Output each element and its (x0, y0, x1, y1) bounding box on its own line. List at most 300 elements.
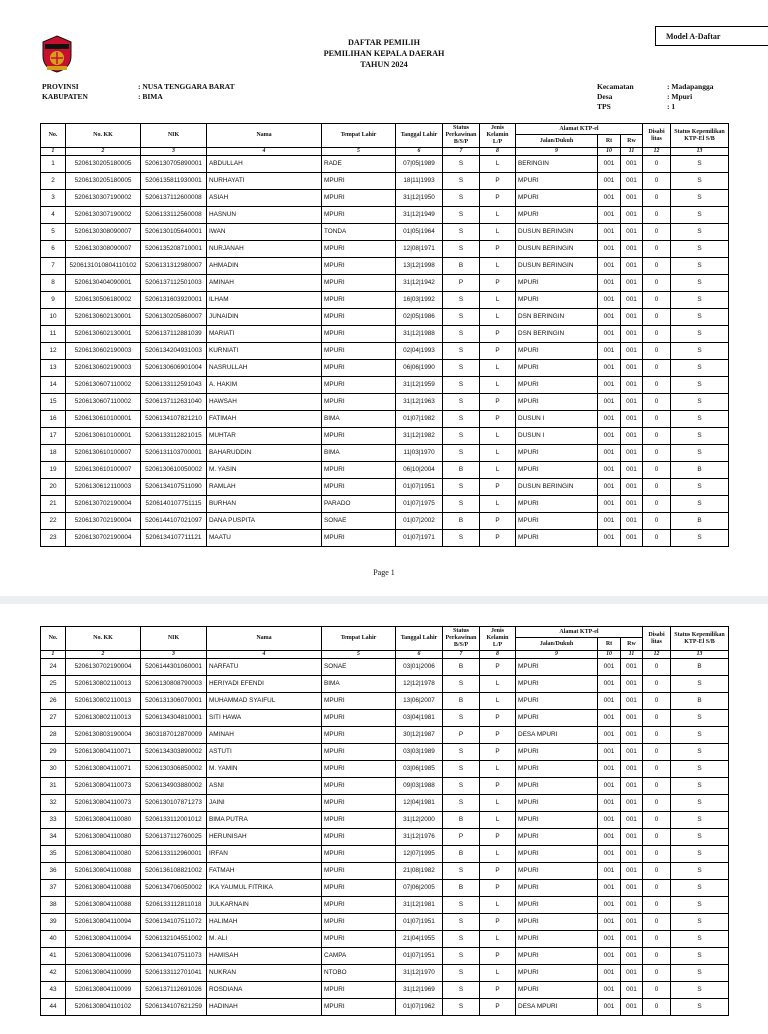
cell-rt: 001 (598, 778, 621, 795)
cell-jenis-kelamin: P (480, 829, 516, 846)
cell-rt: 001 (598, 275, 621, 292)
cell-no-kk: 5206130804110088 (66, 863, 141, 880)
cell-jenis-kelamin: L (480, 360, 516, 377)
cell-no-kk: 5206130804110088 (66, 880, 141, 897)
cell-jalan-dukuh: MPURI (516, 795, 598, 812)
cell-no-kk: 5206131010804110102 (66, 258, 141, 275)
cell-no-kk: 5206130802110013 (66, 693, 141, 710)
table-row (41, 795, 729, 812)
title-line-1: DAFTAR PEMILIH (348, 38, 420, 47)
cell-tanggal-lahir: 12|12|1978 (396, 676, 443, 693)
cell-rt: 001 (598, 479, 621, 496)
cell-disabilitas: 0 (643, 513, 671, 530)
cell-rt: 001 (598, 513, 621, 530)
cell-status-ktp: S (671, 710, 729, 727)
cell-tempat-lahir: CAMPA (322, 948, 396, 965)
cell-no: 11 (41, 326, 66, 343)
cell-no-kk: 5206130602190003 (66, 360, 141, 377)
cell-no-kk: 5206130804110099 (66, 965, 141, 982)
cell-tanggal-lahir: 09|03|1988 (396, 778, 443, 795)
cell-disabilitas: 0 (643, 829, 671, 846)
cell-jalan-dukuh: DUSUN BERINGIN (516, 258, 598, 275)
info-provinsi (42, 82, 235, 92)
cell-tempat-lahir: MPURI (322, 778, 396, 795)
region-info-left (42, 82, 235, 102)
cell-rw: 001 (621, 727, 643, 744)
cell-tempat-lahir: MPURI (322, 846, 396, 863)
cell-rt: 001 (598, 360, 621, 377)
cell-no-kk: 5206130205180005 (66, 156, 141, 173)
cell-status-perkawinan: S (443, 207, 480, 224)
cell-status-perkawinan: S (443, 292, 480, 309)
cell-no: 1 (41, 156, 66, 173)
cell-nik: 5206137112881039 (141, 326, 207, 343)
cell-no: 18 (41, 445, 66, 462)
table-row (41, 411, 729, 428)
cell-no-kk: 5206130802110013 (66, 676, 141, 693)
cell-nik: 5206134304810001 (141, 710, 207, 727)
cell-rt: 001 (598, 795, 621, 812)
cell-no: 40 (41, 931, 66, 948)
cell-tempat-lahir: SONAE (322, 659, 396, 676)
cell-jenis-kelamin: P (480, 190, 516, 207)
cell-rw: 001 (621, 965, 643, 982)
cell-status-ktp: S (671, 275, 729, 292)
cell-rt: 001 (598, 880, 621, 897)
cell-rt: 001 (598, 411, 621, 428)
cell-no-kk: 5206130702190004 (66, 659, 141, 676)
table-row (41, 513, 729, 530)
cell-no: 30 (41, 761, 66, 778)
cell-status-perkawinan: S (443, 982, 480, 999)
table-row (41, 292, 729, 309)
column-index-row (41, 651, 729, 659)
table-row (41, 496, 729, 513)
cell-nik: 5206136108821002 (141, 863, 207, 880)
cell-nik: 5206133112811018 (141, 897, 207, 914)
cell-status-ktp: B (671, 513, 729, 530)
table-row (41, 829, 729, 846)
cell-disabilitas: 0 (643, 343, 671, 360)
cell-nama: NARFATU (207, 659, 322, 676)
cell-status-ktp: S (671, 931, 729, 948)
cell-nama: HAMISAH (207, 948, 322, 965)
cell-rw: 001 (621, 710, 643, 727)
cell-rt: 001 (598, 914, 621, 931)
cell-jalan-dukuh: MPURI (516, 513, 598, 530)
cell-no-kk: 5206130602190003 (66, 343, 141, 360)
info-label: Kecamatan (597, 82, 634, 91)
cell-nama: KURNIATI (207, 343, 322, 360)
cell-disabilitas: 0 (643, 727, 671, 744)
col-header-alamat: Alamat KTP-el (516, 627, 643, 638)
cell-disabilitas: 0 (643, 710, 671, 727)
cell-jalan-dukuh: MPURI (516, 676, 598, 693)
cell-status-ktp: S (671, 727, 729, 744)
cell-tanggal-lahir: 31|12|1942 (396, 275, 443, 292)
column-index: 12 (643, 148, 671, 156)
cell-tanggal-lahir: 31|12|1970 (396, 965, 443, 982)
col-header-nama: Nama (207, 627, 322, 651)
cell-status-ktp: S (671, 530, 729, 547)
cell-nik: 5206134107511072 (141, 914, 207, 931)
column-index: 9 (516, 148, 598, 156)
table-row (41, 914, 729, 931)
cell-tempat-lahir: MPURI (322, 795, 396, 812)
cell-rw: 001 (621, 496, 643, 513)
cell-disabilitas: 0 (643, 173, 671, 190)
cell-tempat-lahir: MPURI (322, 343, 396, 360)
info-label: Desa (597, 92, 613, 101)
cell-jenis-kelamin: L (480, 812, 516, 829)
cell-status-perkawinan: S (443, 343, 480, 360)
cell-nama: ROSDIANA (207, 982, 322, 999)
col-header-rw: Rw (621, 135, 643, 148)
cell-disabilitas: 0 (643, 914, 671, 931)
column-index: 11 (621, 148, 643, 156)
cell-tempat-lahir: MPURI (322, 309, 396, 326)
cell-status-perkawinan: P (443, 275, 480, 292)
cell-nama: AMINAH (207, 727, 322, 744)
cell-no-kk: 5206130804110071 (66, 761, 141, 778)
cell-status-ktp: S (671, 676, 729, 693)
column-index: 7 (443, 148, 480, 156)
cell-no-kk: 5206130610100001 (66, 411, 141, 428)
cell-jenis-kelamin: L (480, 846, 516, 863)
cell-rw: 001 (621, 761, 643, 778)
cell-jalan-dukuh: DUSUN BERINGIN (516, 241, 598, 258)
cell-tempat-lahir: MPURI (322, 744, 396, 761)
cell-rw: 001 (621, 360, 643, 377)
cell-no: 42 (41, 965, 66, 982)
cell-jalan-dukuh: MPURI (516, 275, 598, 292)
cell-rt: 001 (598, 190, 621, 207)
cell-disabilitas: 0 (643, 445, 671, 462)
cell-status-perkawinan: S (443, 761, 480, 778)
cell-nama: IRFAN (207, 846, 322, 863)
cell-status-perkawinan: S (443, 676, 480, 693)
cell-jenis-kelamin: P (480, 326, 516, 343)
cell-rw: 001 (621, 676, 643, 693)
cell-disabilitas: 0 (643, 309, 671, 326)
cell-nama: AMINAH (207, 275, 322, 292)
cell-no: 22 (41, 513, 66, 530)
table-row (41, 676, 729, 693)
cell-nik: 5206132104551002 (141, 931, 207, 948)
cell-nama: BURHAN (207, 496, 322, 513)
cell-rw: 001 (621, 795, 643, 812)
cell-jenis-kelamin: P (480, 394, 516, 411)
cell-status-perkawinan: B (443, 258, 480, 275)
cell-status-ktp: S (671, 292, 729, 309)
cell-tanggal-lahir: 12|04|1981 (396, 795, 443, 812)
cell-nama: FATIMAH (207, 411, 322, 428)
table-row (41, 999, 729, 1016)
cell-tempat-lahir: BIMA (322, 445, 396, 462)
cell-no-kk: 5206130804110096 (66, 948, 141, 965)
table-row (41, 190, 729, 207)
col-header-jenis-kelamin: Jenis Kelamin L/P (480, 627, 516, 651)
info-kecamatan (597, 82, 713, 92)
cell-rw: 001 (621, 659, 643, 676)
cell-nama: ASIAH (207, 190, 322, 207)
cell-no: 37 (41, 880, 66, 897)
cell-tanggal-lahir: 01|07|1951 (396, 914, 443, 931)
cell-jalan-dukuh: MPURI (516, 897, 598, 914)
cell-disabilitas: 0 (643, 241, 671, 258)
table-row (41, 479, 729, 496)
cell-tempat-lahir: MPURI (322, 761, 396, 778)
cell-status-ktp: S (671, 965, 729, 982)
cell-rt: 001 (598, 428, 621, 445)
cell-disabilitas: 0 (643, 258, 671, 275)
cell-disabilitas: 0 (643, 411, 671, 428)
cell-no-kk: 5206130804110071 (66, 744, 141, 761)
cell-disabilitas: 0 (643, 897, 671, 914)
table-row (41, 224, 729, 241)
cell-status-ktp: S (671, 207, 729, 224)
table-row (41, 897, 729, 914)
cell-jenis-kelamin: L (480, 377, 516, 394)
cell-jalan-dukuh: MPURI (516, 173, 598, 190)
cell-rt: 001 (598, 846, 621, 863)
cell-no: 44 (41, 999, 66, 1016)
cell-jalan-dukuh: MPURI (516, 846, 598, 863)
cell-nik: 5206137112501003 (141, 275, 207, 292)
cell-rt: 001 (598, 173, 621, 190)
cell-status-perkawinan: S (443, 224, 480, 241)
cell-no: 32 (41, 795, 66, 812)
cell-jalan-dukuh: MPURI (516, 207, 598, 224)
cell-jalan-dukuh: MPURI (516, 445, 598, 462)
cell-rt: 001 (598, 394, 621, 411)
cell-jalan-dukuh: MPURI (516, 880, 598, 897)
cell-tempat-lahir: MPURI (322, 863, 396, 880)
table-row (41, 659, 729, 676)
cell-rt: 001 (598, 710, 621, 727)
cell-nik: 5206144107021097 (141, 513, 207, 530)
cell-status-ktp: S (671, 846, 729, 863)
table-row (41, 360, 729, 377)
cell-jalan-dukuh: MPURI (516, 812, 598, 829)
column-index: 7 (443, 651, 480, 659)
cell-no-kk: 5206130804110099 (66, 982, 141, 999)
cell-status-ktp: S (671, 863, 729, 880)
cell-disabilitas: 0 (643, 863, 671, 880)
cell-nik: 5206130107871273 (141, 795, 207, 812)
cell-nama: AHMADIN (207, 258, 322, 275)
cell-status-ktp: S (671, 428, 729, 445)
cell-nama: SITI HAWA (207, 710, 322, 727)
cell-status-ktp: S (671, 982, 729, 999)
cell-nama: MUHTAR (207, 428, 322, 445)
cell-rt: 001 (598, 530, 621, 547)
column-index: 11 (621, 651, 643, 659)
cell-nik: 5206134107821210 (141, 411, 207, 428)
cell-nama: ASNI (207, 778, 322, 795)
cell-nik: 5206131603920001 (141, 292, 207, 309)
cell-nik: 5206133112821015 (141, 428, 207, 445)
cell-nik: 5206137112760025 (141, 829, 207, 846)
cell-status-ktp: S (671, 778, 729, 795)
cell-no: 41 (41, 948, 66, 965)
cell-rw: 001 (621, 999, 643, 1016)
cell-no: 16 (41, 411, 66, 428)
cell-rw: 001 (621, 778, 643, 795)
cell-jalan-dukuh: MPURI (516, 778, 598, 795)
cell-nama: A. HAKIM (207, 377, 322, 394)
table-row (41, 394, 729, 411)
cell-tanggal-lahir: 31|12|1981 (396, 897, 443, 914)
cell-tempat-lahir: MPURI (322, 377, 396, 394)
cell-jalan-dukuh: MPURI (516, 377, 598, 394)
table-row (41, 309, 729, 326)
cell-status-perkawinan: S (443, 931, 480, 948)
cell-jenis-kelamin: P (480, 275, 516, 292)
column-index-row (41, 148, 729, 156)
cell-nama: MUHAMMAD SYAIFUL (207, 693, 322, 710)
cell-jenis-kelamin: P (480, 411, 516, 428)
cell-disabilitas: 0 (643, 948, 671, 965)
cell-tanggal-lahir: 13|06|2007 (396, 693, 443, 710)
cell-status-perkawinan: S (443, 965, 480, 982)
cell-no: 39 (41, 914, 66, 931)
cell-status-ktp: S (671, 795, 729, 812)
table-row (41, 530, 729, 547)
cell-disabilitas: 0 (643, 778, 671, 795)
cell-status-ktp: S (671, 496, 729, 513)
cell-status-ktp: S (671, 761, 729, 778)
cell-jalan-dukuh: DESA MPURI (516, 727, 598, 744)
cell-no-kk: 5206130804110080 (66, 829, 141, 846)
cell-no: 23 (41, 530, 66, 547)
col-header-rt: Rt (598, 638, 621, 651)
cell-status-ktp: S (671, 343, 729, 360)
cell-nama: JUNAIDIN (207, 309, 322, 326)
cell-rw: 001 (621, 292, 643, 309)
col-header-status-ktp: Status Kepemilikan KTP-El S/B (671, 627, 729, 651)
cell-jenis-kelamin: L (480, 428, 516, 445)
cell-jalan-dukuh: DESA MPURI (516, 999, 598, 1016)
table-row (41, 428, 729, 445)
cell-rt: 001 (598, 693, 621, 710)
cell-tempat-lahir: MPURI (322, 241, 396, 258)
cell-jenis-kelamin: P (480, 241, 516, 258)
cell-status-perkawinan: S (443, 241, 480, 258)
col-header-alamat: Alamat KTP-el (516, 124, 643, 135)
cell-rw: 001 (621, 377, 643, 394)
cell-tempat-lahir: MPURI (322, 173, 396, 190)
cell-no-kk: 5206130803190004 (66, 727, 141, 744)
cell-status-perkawinan: B (443, 659, 480, 676)
cell-jenis-kelamin: L (480, 795, 516, 812)
cell-status-ktp: S (671, 377, 729, 394)
cell-status-ktp: S (671, 360, 729, 377)
cell-nama: HERUNISAH (207, 829, 322, 846)
cell-jalan-dukuh: MPURI (516, 948, 598, 965)
cell-jenis-kelamin: L (480, 693, 516, 710)
col-header-disabilitas: Disabi litas (643, 124, 671, 148)
kpu-logo-icon (40, 34, 74, 74)
cell-nama: HALIMAH (207, 914, 322, 931)
column-index: 6 (396, 148, 443, 156)
cell-disabilitas: 0 (643, 693, 671, 710)
cell-tanggal-lahir: 16|03|1992 (396, 292, 443, 309)
cell-no-kk: 5206130607110002 (66, 377, 141, 394)
cell-jalan-dukuh: MPURI (516, 965, 598, 982)
cell-nama: NUKRAN (207, 965, 322, 982)
cell-tanggal-lahir: 07|05|1989 (396, 156, 443, 173)
cell-no-kk: 5206130610100007 (66, 462, 141, 479)
cell-nik: 5206134706050002 (141, 880, 207, 897)
cell-no: 2 (41, 173, 66, 190)
cell-no: 4 (41, 207, 66, 224)
column-index: 5 (322, 651, 396, 659)
info-kabupaten (42, 92, 235, 102)
cell-jenis-kelamin: P (480, 727, 516, 744)
col-header-tanggal-lahir: Tanggal Lahir (396, 124, 443, 148)
cell-nama: IWAN (207, 224, 322, 241)
cell-no-kk: 5206130702190004 (66, 496, 141, 513)
cell-status-ktp: S (671, 173, 729, 190)
cell-status-perkawinan: P (443, 829, 480, 846)
region-info-right (597, 82, 713, 112)
cell-nama: BAHARUDDIN (207, 445, 322, 462)
table-row (41, 863, 729, 880)
cell-no-kk: 5206130610100001 (66, 428, 141, 445)
cell-status-ktp: S (671, 156, 729, 173)
title-line-3: TAHUN 2024 (360, 60, 408, 69)
table-row (41, 710, 729, 727)
cell-rt: 001 (598, 659, 621, 676)
cell-jenis-kelamin: P (480, 982, 516, 999)
cell-nik: 5206137112631040 (141, 394, 207, 411)
cell-tempat-lahir: MPURI (322, 829, 396, 846)
cell-no: 24 (41, 659, 66, 676)
cell-nama: JULKARNAIN (207, 897, 322, 914)
table-row (41, 693, 729, 710)
cell-disabilitas: 0 (643, 530, 671, 547)
cell-nik: 5206130808790003 (141, 676, 207, 693)
cell-no-kk: 5206130308090007 (66, 241, 141, 258)
cell-jalan-dukuh: MPURI (516, 982, 598, 999)
cell-jalan-dukuh: MPURI (516, 914, 598, 931)
cell-rt: 001 (598, 462, 621, 479)
cell-status-ktp: S (671, 999, 729, 1016)
cell-rt: 001 (598, 445, 621, 462)
cell-rw: 001 (621, 914, 643, 931)
col-header-status-perkawinan: Status Perkawinan B/S/P (443, 124, 480, 148)
cell-no: 28 (41, 727, 66, 744)
cell-disabilitas: 0 (643, 207, 671, 224)
cell-rt: 001 (598, 727, 621, 744)
col-header-status-ktp: Status Kepemilikan KTP-El S/B (671, 124, 729, 148)
info-value: : BIMA (138, 92, 163, 101)
cell-rw: 001 (621, 812, 643, 829)
cell-tempat-lahir: BIMA (322, 676, 396, 693)
cell-status-perkawinan: S (443, 710, 480, 727)
cell-tanggal-lahir: 03|04|1981 (396, 710, 443, 727)
cell-tempat-lahir: MPURI (322, 710, 396, 727)
column-index: 10 (598, 651, 621, 659)
cell-nama: JAINI (207, 795, 322, 812)
cell-rt: 001 (598, 241, 621, 258)
cell-tempat-lahir: MPURI (322, 727, 396, 744)
cell-nik: 5206140107751115 (141, 496, 207, 513)
cell-disabilitas: 0 (643, 360, 671, 377)
cell-nama: RAMLAH (207, 479, 322, 496)
table-row (41, 931, 729, 948)
